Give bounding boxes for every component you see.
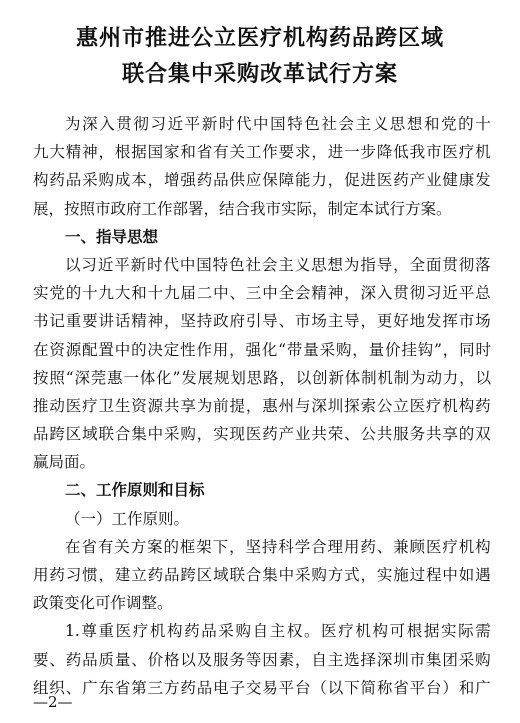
paragraph-line: 构 药 品 采 购 成 本 ， 增 强 药 品 供 应 保 障 能 力 ， 促 进 医 药 产 业 健 康 发 [33, 171, 491, 190]
paragraph-line: 用 药 习 惯 ， 建 立 药 品 跨 区 域 联 合 集 中 采 购 方 式 ， 实 施 过 程 中 如 遇 [33, 566, 491, 584]
page-number: —2— [33, 693, 73, 711]
paragraph-line: 政策变化可作调整。 [33, 594, 173, 613]
paragraph-line: 品 跨 区 域 联 合 集 中 采 购 ， 实 现 医 药 产 业 共 荣 、 公 共 服 务 共 享 的 双 [33, 425, 491, 444]
paragraph-line: 要 、 药 品 质 量 、 价 格 以 及 服 务 等 因 素 ， 自 主 选 择 深 圳 市 集 团 采 购 [33, 650, 491, 669]
paragraph-line: 书 记 重 要 讲 话 精 神 ， 坚 持 政 府 引 导 、 市 场 主 导 ， 更 好 地 发 挥 市 场 [33, 312, 491, 331]
paragraph-line: 按 照 “ 深 莞 惠 一 体 化 ” 发 展 规 划 思 路 ， 以 创 新 体 制 机 制 为 动 力 ， 以 [33, 368, 491, 387]
section-heading: 一、指导思想 [65, 227, 159, 246]
paragraph-line: 推 动 医 疗 卫 生 资 源 共 享 为 前 提 ， 惠 州 与 深 圳 探 索 公 立 医 疗 机 构 药 [33, 396, 491, 415]
paragraph-line: 展，按照市政府工作部署，结合我市实际，制定本试行方案。 [33, 199, 452, 218]
document-title-line-2: 联合集中采购改革试行方案 [121, 62, 398, 87]
section-heading: 二、工作原则和目标 [65, 481, 205, 500]
paragraph-line: 1. 尊 重 医 疗 机 构 药 品 采 购 自 主 权 。 医 疗 机 构 可 根 据 实 际 需 [65, 622, 491, 641]
paragraph-line: 九 大 精 神 ， 根 据 国 家 和 省 有 关 工 作 要 求 ， 进 一 步 降 低 我 市 医 疗 机 [33, 143, 491, 162]
paragraph-line: 在 省 有 关 方 案 的 框 架 下 ， 坚 持 科 学 合 理 用 药 、 兼 顾 医 疗 机 构 [65, 537, 491, 556]
paragraph-line: （一）工作原则。 [65, 509, 190, 528]
paragraph-line: 为 深 入 贯 彻 习 近 平 新 时 代 中 国 特 色 社 会 主 义 思 想 和 党 的 十 [65, 115, 491, 133]
paragraph-line: 在 资 源 配 置 中 的 决 定 性 作 用 ， 强 化 “ 带 量 采 购 ， 量 价 挂 钩 ” ， 同 时 [33, 340, 491, 359]
document-title-line-1: 惠州市推进公立医疗机构药品跨区域 [75, 26, 444, 51]
paragraph-line: 实 党 的 十 九 大 和 十 九 届 二 中 、 三 中 全 会 精 神 ， 深 入 贯 彻 习 近 平 总 [33, 284, 491, 303]
paragraph-line: 组 织 、 广 东 省 第 三 方 药 品 电 子 交 易 平 台 （ 以 下 简 称 省 平 台 ） 和 广 [33, 678, 491, 697]
paragraph-line: 以 习 近 平 新 时 代 中 国 特 色 社 会 主 义 思 想 为 指 导 ， 全 面 贯 彻 落 [65, 255, 491, 274]
document-body [33, 110, 491, 702]
paragraph-line: 赢局面。 [33, 453, 96, 472]
